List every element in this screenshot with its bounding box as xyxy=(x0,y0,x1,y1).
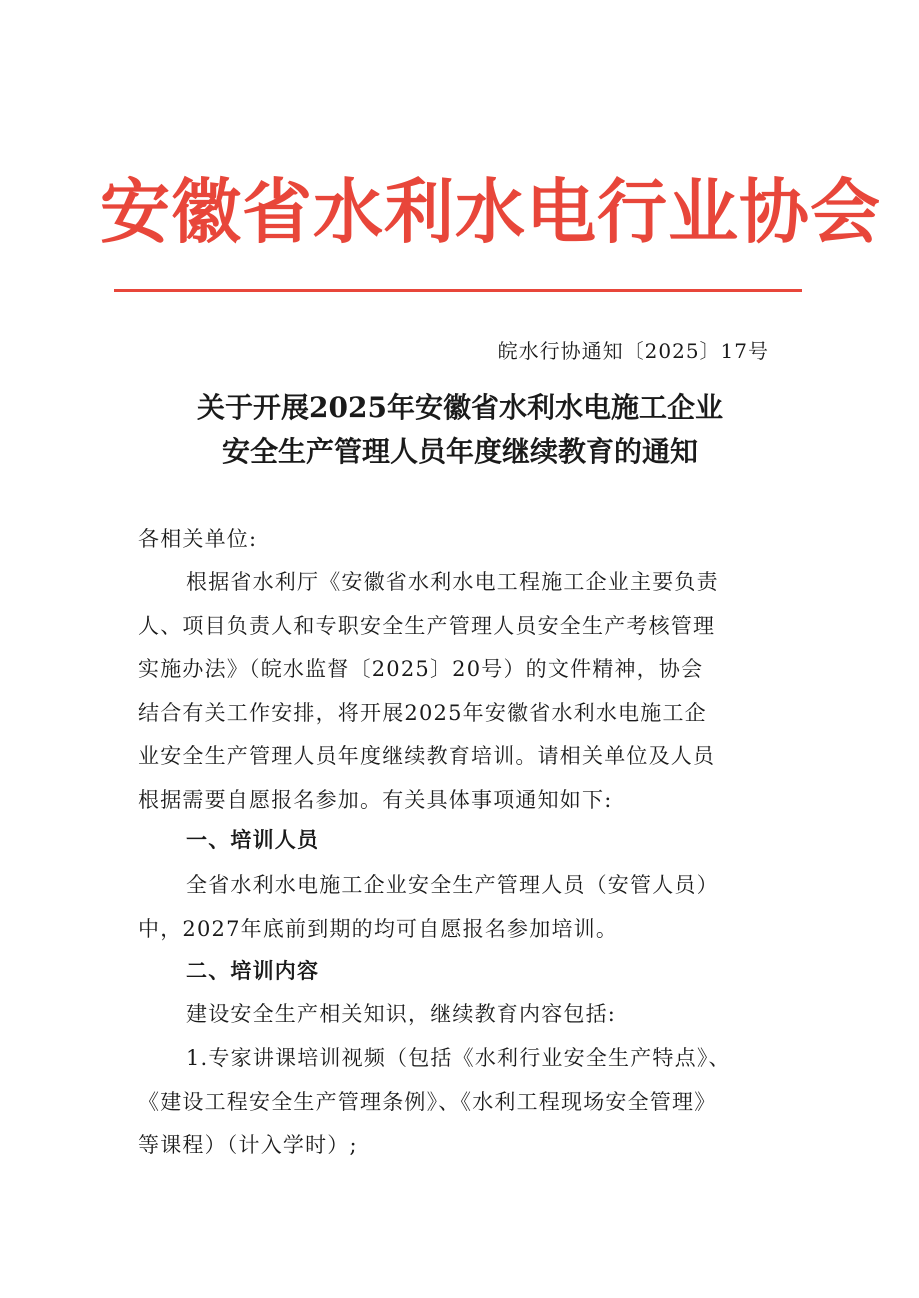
paragraph-line: 根据省水利厅《安徽省水利水电工程施工企业主要负责 xyxy=(186,570,719,594)
paragraph-line: 全省水利水电施工企业安全生产管理人员（安管人员） xyxy=(186,873,719,897)
salutation: 各相关单位: xyxy=(138,527,258,551)
section-heading-content: 二、培训内容 xyxy=(186,959,320,983)
section-heading-personnel: 一、培训人员 xyxy=(186,828,320,852)
paragraph-line: 中，2027年底前到期的均可自愿报名参加培训。 xyxy=(138,917,619,941)
paragraph-line: 根据需要自愿报名参加。有关具体事项通知如下: xyxy=(138,788,613,812)
list-item-line: 等课程）（计入学时）; xyxy=(138,1133,358,1157)
paragraph-line: 人、项目负责人和专职安全生产管理人员安全生产考核管理 xyxy=(138,614,716,638)
document-title-line-1: 关于开展2025年安徽省水利水电施工企业 xyxy=(197,391,723,424)
paragraph-line: 实施办法》（皖水监督〔2025〕20号）的文件精神，协会 xyxy=(138,657,704,681)
paragraph-line: 结合有关工作安排，将开展2025年安徽省水利水电施工企 xyxy=(138,701,707,725)
list-item-line: 《建设工程安全生产管理条例》、《水利工程现场安全管理》 xyxy=(138,1090,717,1114)
document-number: 皖水行协通知〔2025〕17号 xyxy=(497,339,769,363)
paragraph-line: 建设安全生产相关知识，继续教育内容包括: xyxy=(186,1002,617,1026)
paragraph-line: 业安全生产管理人员年度继续教育培训。请相关单位及人员 xyxy=(138,744,716,768)
document-title-line-2: 安全生产管理人员年度继续教育的通知 xyxy=(221,435,698,468)
header-divider xyxy=(114,289,802,292)
list-item-line: 1.专家讲课培训视频（包括《水利行业安全生产特点》、 xyxy=(186,1046,731,1070)
organization-name: 安徽省水利水电行业协会 xyxy=(100,171,881,253)
